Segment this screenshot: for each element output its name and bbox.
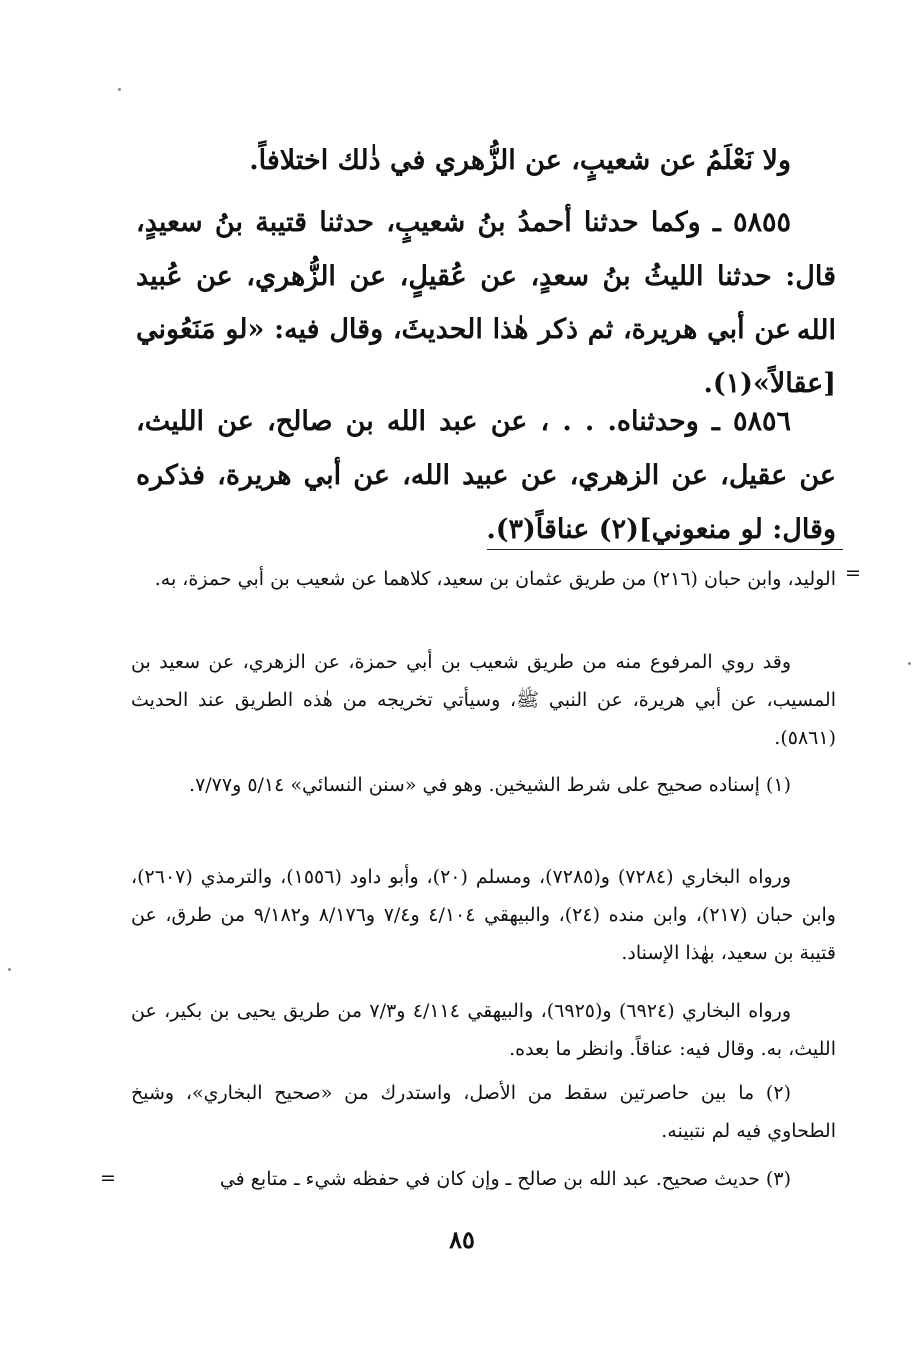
footnote-continuation [131,560,836,598]
main-paragraph-2: ٥٨٥٥ ـ وكما حدثنا أحمدُ بنُ شعيبٍ، حدثنا قتيبة بنُ سعيدٍ، قال: حدثنا الليثُ بنُ سعدٍ، عن عُقيلٍ، عن الزُّهري، عن عُبيد الله [136,207,836,346]
main-text-hadith-5856 [136,395,836,557]
footnote-3 [131,1160,836,1198]
footnote-1-sources-text: ورواه البخاري (٧٢٨٤) و(٧٢٨٥)، ومسلم (٢٠)، وأبو داود (١٥٥٦)، والترمذي (٢٦٠٧)، وابن حبان (٢١٧)، وابن منده (٢٤)، والبيهقي ٤/١٠٤ و٧/٤ و٨/١٧٦ و٩/١٨٢ من طرق، عن قتيبة بن سعيد، بهٰذا الإسناد. [131,866,836,964]
main-paragraph-3: عن أبي هريرة، ثم ذكر هٰذا الحديثَ، وقال فيه: «لو مَنَعُوني [عقالاً»(١). [136,314,836,399]
page-number: ٨٥ [449,1225,475,1254]
footnote-1-sources [131,858,836,972]
scan-speck [118,88,121,91]
footnote-3-text: (٣) حديث صحيح. عبد الله بن صالح ـ وإن كان في حفظه شيء ـ متابع في [219,1168,791,1190]
footnote-3-continuation-mark: = [100,1167,116,1189]
footnote-continuation-text: الوليد، وابن حبان (٢١٦) من طريق عثمان بن سعيد، كلاهما عن شعيب بن أبي حمزة، به. [154,568,836,590]
footnote-1-more-sources [131,992,836,1068]
main-paragraph-4: ٥٨٥٦ ـ وحدثناه. . . ، عن عبد الله بن صالح، عن الليث، عن عقيل، عن الزهري، عن عبيد الله، عن أبي هريرة، فذكره وقال: لو منعوني](٢) عناقاً(٣). [136,406,836,545]
footnote-1-more-sources-text: ورواه البخاري (٦٩٢٤) و(٦٩٢٥)، والبيهقي ٤/١١٤ و٧/٣ من طريق يحيى بن بكير، عن الليث، به. وقال فيه: عناقاً. وانظر ما بعده. [131,1000,836,1060]
footnote-1-text: (١) إسناده صحيح على شرط الشيخين. وهو في «سنن النسائي» ٥/١٤ و٧/٧٧. [189,774,791,796]
footnote-divider [487,549,843,550]
footnote-1 [131,766,836,804]
main-paragraph-1: ولا نَعْلَمُ عن شعيبٍ، عن الزُّهري في ذٰلك اختلافاً. [249,145,791,176]
footnote-2-text: (٢) ما بين حاصرتين سقط من الأصل، واستدرك من «صحيح البخاري»، وشيخ الطحاوي فيه لم نتبينه. [131,1082,836,1142]
footnote-2 [131,1074,836,1150]
footnote-continuation-mark: = [845,562,861,584]
footnote-paragraph [131,643,836,757]
footnote-paragraph-text: وقد روي المرفوع منه من طريق شعيب بن أبي حمزة، عن الزهري، عن سعيد بن المسيب، عن أبي هريرة، عن النبي ﷺ، وسيأتي تخريجه من هٰذه الطريق عند الحديث (٥٨٦١). [131,651,836,749]
scan-speck [8,968,11,971]
main-text-line1 [136,134,836,188]
scan-speck [908,662,911,665]
